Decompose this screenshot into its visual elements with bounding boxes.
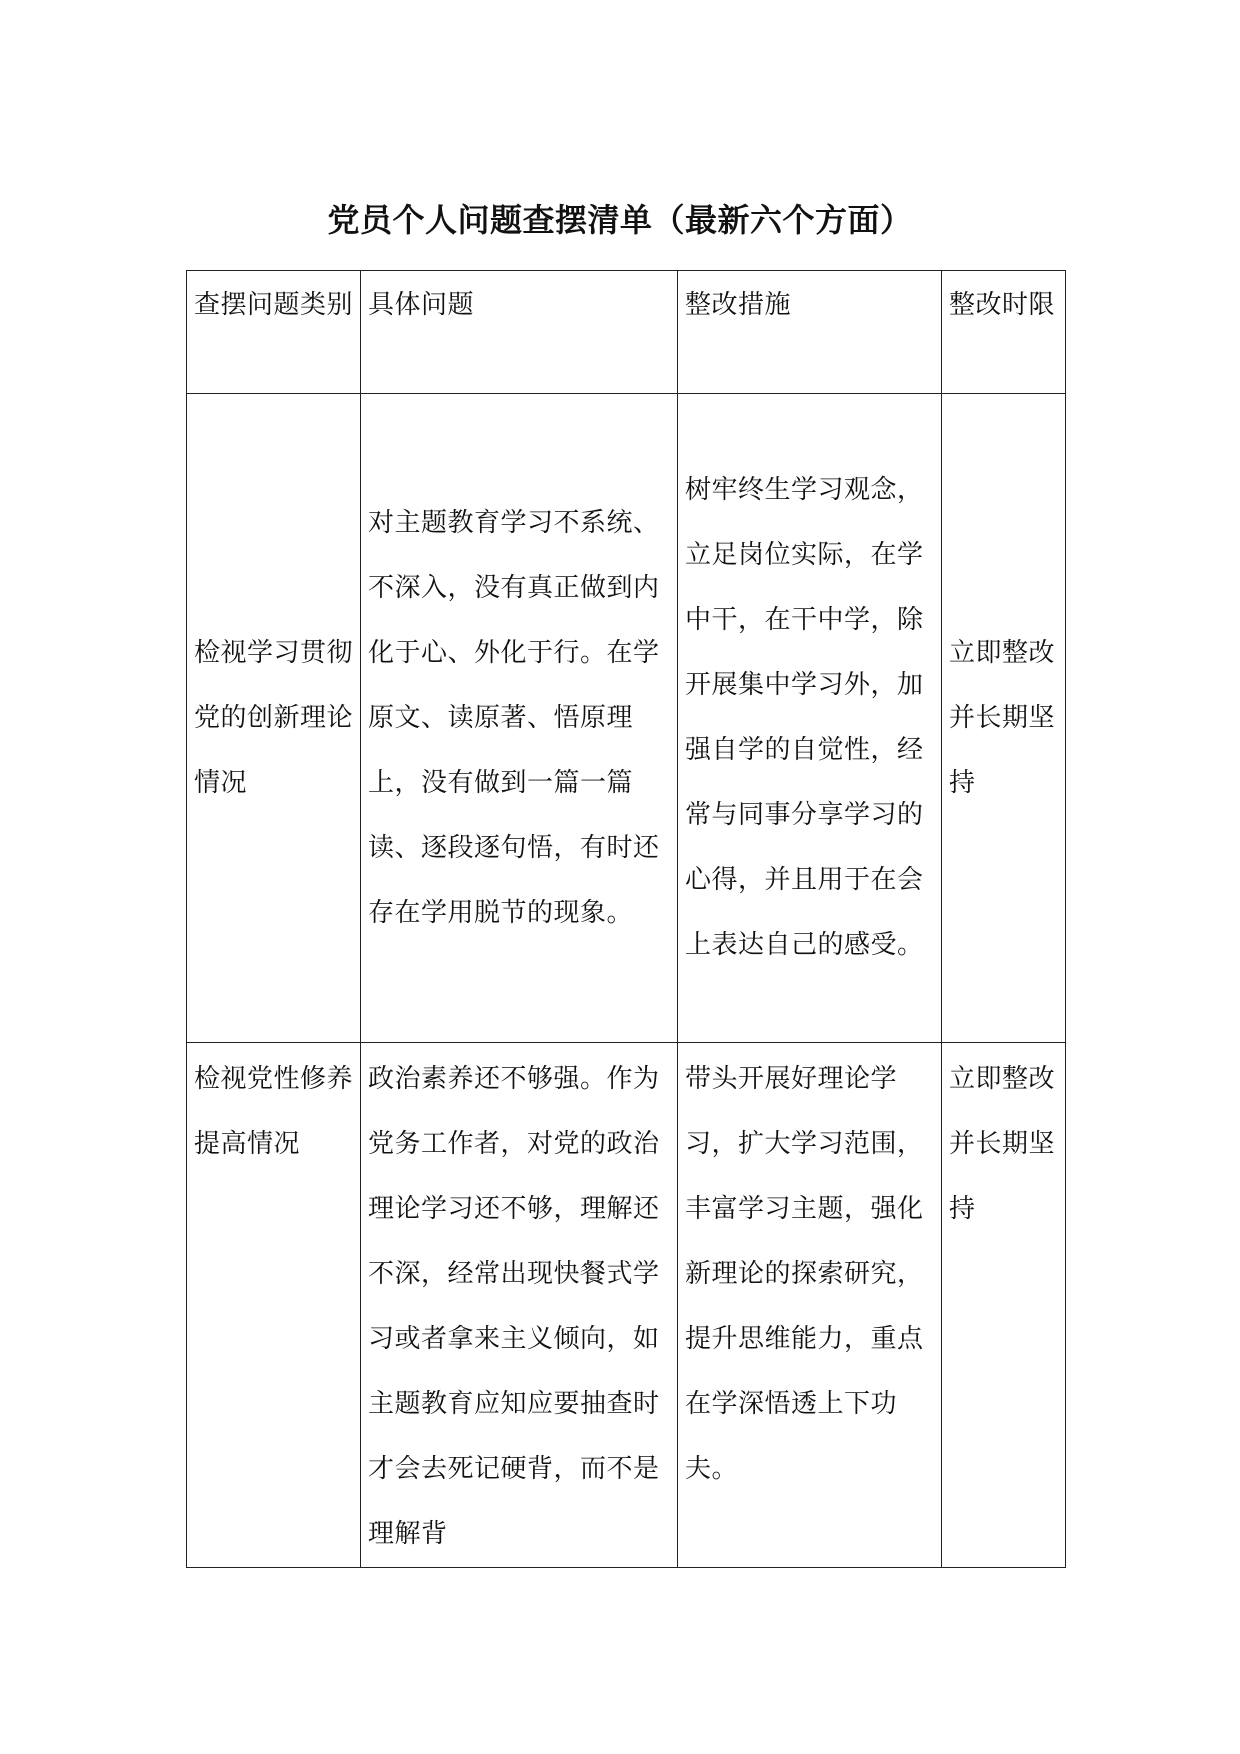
- header-cell-problem: [361, 271, 678, 394]
- deadline-cell: [942, 394, 1066, 1043]
- category-text: 检视党性修养提高情况: [194, 1064, 354, 1159]
- measure-cell: [678, 394, 942, 1043]
- deadline-cell: [942, 1043, 1066, 1568]
- table-header-row: [187, 271, 1066, 394]
- category-cell: [187, 394, 361, 1043]
- header-category-label: 查摆问题类别: [194, 290, 354, 320]
- issue-checklist-table: [186, 270, 1066, 1568]
- problem-text: 对主题教育学习不系统、不深入，没有真正做到内化于心、外化于行。在学原文、读原著、悟原理上，没有做到一篇一篇读、逐段逐句悟，有时还存在学用脱节的现象。: [368, 507, 660, 928]
- header-cell-measure: [678, 271, 942, 394]
- measure-cell: [678, 1043, 942, 1568]
- measure-text: 树牢终生学习观念，立足岗位实际，在学中干，在干中学，除开展集中学习外，加强自学的自觉性，经常与同事分享学习的心得，并且用于在会上表达自己的感受。: [685, 475, 924, 960]
- table-row: [187, 394, 1066, 1043]
- deadline-text: 立即整改并长期坚持: [949, 637, 1056, 798]
- deadline-text: 立即整改并长期坚持: [949, 1064, 1056, 1224]
- header-cell-deadline: [942, 271, 1066, 394]
- header-measure-label: 整改措施: [685, 290, 792, 320]
- problem-text: 政治素养还不够强。作为党务工作者，对党的政治理论学习还不够，理解还不深，经常出现快餐式学习或者拿来主义倾向，如主题教育应知应要抽查时才会去死记硬背，而不是理解背: [368, 1064, 660, 1549]
- problem-cell: [361, 394, 678, 1043]
- table-row: [187, 1043, 1066, 1568]
- header-deadline-label: 整改时限: [949, 290, 1056, 320]
- header-cell-category: [187, 271, 361, 394]
- measure-text: 带头开展好理论学习，扩大学习范围，丰富学习主题，强化新理论的探索研究，提升思维能力，重点在学深悟透上下功夫。: [685, 1064, 924, 1484]
- page-title: 党员个人问题查摆清单（最新六个方面）: [327, 201, 913, 239]
- category-text: 检视学习贯彻党的创新理论情况: [194, 637, 354, 798]
- problem-cell: [361, 1043, 678, 1568]
- header-problem-label: 具体问题: [368, 290, 475, 320]
- category-cell: [187, 1043, 361, 1568]
